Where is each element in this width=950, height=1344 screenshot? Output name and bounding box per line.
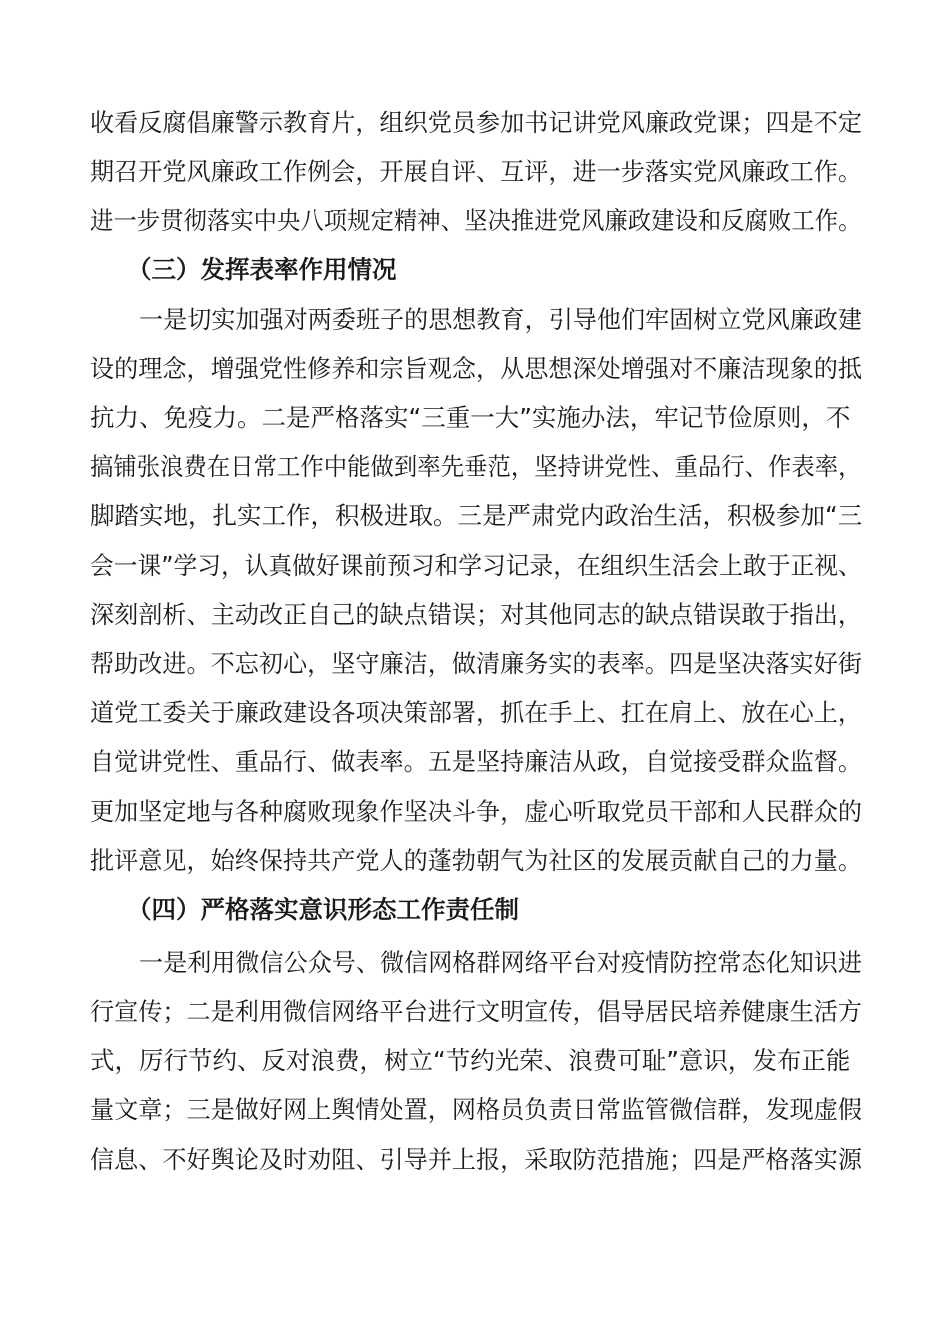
text-line xyxy=(0,447,950,487)
paragraph-text: 期召开党风廉政工作例会，开展自评、互评，进一步落实党风廉政工作。 xyxy=(90,157,862,186)
paragraph-text: 行宣传；二是利用微信网络平台进行文明宣传，倡导居民培养健康生活方 xyxy=(90,997,862,1026)
text-line xyxy=(0,792,950,832)
text-line xyxy=(0,992,950,1032)
paragraph-text: 更加坚定地与各种腐败现象作坚决斗争，虚心听取党员干部和人民群众的 xyxy=(90,797,862,826)
text-line xyxy=(0,595,950,635)
text-line xyxy=(0,693,950,733)
paragraph-text: 自觉讲党性、重品行、做表率。五是坚持廉洁从政，自觉接受群众监督。 xyxy=(90,747,862,776)
paragraph-text: 式，厉行节约、反对浪费，树立“节约光荣、浪费可耻”意识，发布正能 xyxy=(90,1046,851,1075)
text-line xyxy=(0,152,950,192)
paragraph-text: 信息、不好舆论及时劝阻、引导并上报，采取防范措施；四是严格落实源 xyxy=(90,1145,862,1174)
paragraph-text: 道党工委关于廉政建设各项决策部署，抓在手上、扛在肩上、放在心上， xyxy=(90,698,862,727)
paragraph-text: 量文章；三是做好网上舆情处置，网格员负责日常监管微信群，发现虚假 xyxy=(90,1095,862,1124)
paragraph-text: 会一课”学习，认真做好课前预习和学习记录，在组织生活会上敢于正视、 xyxy=(90,551,862,580)
text-line xyxy=(0,546,950,586)
text-line xyxy=(0,943,950,983)
text-line xyxy=(0,644,950,684)
paragraph-text: 抗力、免疫力。二是严格落实“三重一大”实施办法，牢记节俭原则，不 xyxy=(90,403,851,432)
text-line xyxy=(0,398,950,438)
section-heading-line xyxy=(0,890,950,930)
text-line xyxy=(0,742,950,782)
paragraph-text: 设的理念，增强党性修养和宗旨观念，从思想深处增强对不廉洁现象的抵 xyxy=(90,354,862,383)
paragraph-text: 进一步贯彻落实中央八项规定精神、坚决推进党风廉政建设和反腐败工作。 xyxy=(90,206,862,235)
section-heading: （四）严格落实意识形态工作责任制 xyxy=(127,895,519,924)
text-line xyxy=(0,841,950,881)
paragraph-text: 深刻剖析、主动改正自己的缺点错误；对其他同志的缺点错误敢于指出， xyxy=(90,600,862,629)
text-line xyxy=(0,300,950,340)
text-line xyxy=(0,349,950,389)
paragraph-text: 收看反腐倡廉警示教育片，组织党员参加书记讲党风廉政党课；四是不定 xyxy=(90,108,862,137)
section-heading: （三）发挥表率作用情况 xyxy=(127,255,397,284)
text-line xyxy=(0,201,950,241)
paragraph-text: 搞铺张浪费在日常工作中能做到率先垂范，坚持讲党性、重品行、作表率， xyxy=(90,452,862,481)
paragraph-text: 脚踏实地，扎实工作，积极进取。三是严肃党内政治生活，积极参加“三 xyxy=(90,501,863,530)
paragraph-text: 一是利用微信公众号、微信网格群网络平台对疫情防控常态化知识进 xyxy=(139,948,862,977)
text-line xyxy=(0,496,950,536)
paragraph-text: 帮助改进。不忘初心，坚守廉洁，做清廉务实的表率。四是坚决落实好街 xyxy=(90,649,862,678)
paragraph-text: 一是切实加强对两委班子的思想教育，引导他们牢固树立党风廉政建 xyxy=(139,305,862,334)
text-line xyxy=(0,1041,950,1081)
text-line xyxy=(0,1140,950,1180)
paragraph-text: 批评意见，始终保持共产党人的蓬勃朝气为社区的发展贡献自己的力量。 xyxy=(90,846,862,875)
text-line xyxy=(0,103,950,143)
text-line xyxy=(0,1090,950,1130)
section-heading-line xyxy=(0,250,950,290)
